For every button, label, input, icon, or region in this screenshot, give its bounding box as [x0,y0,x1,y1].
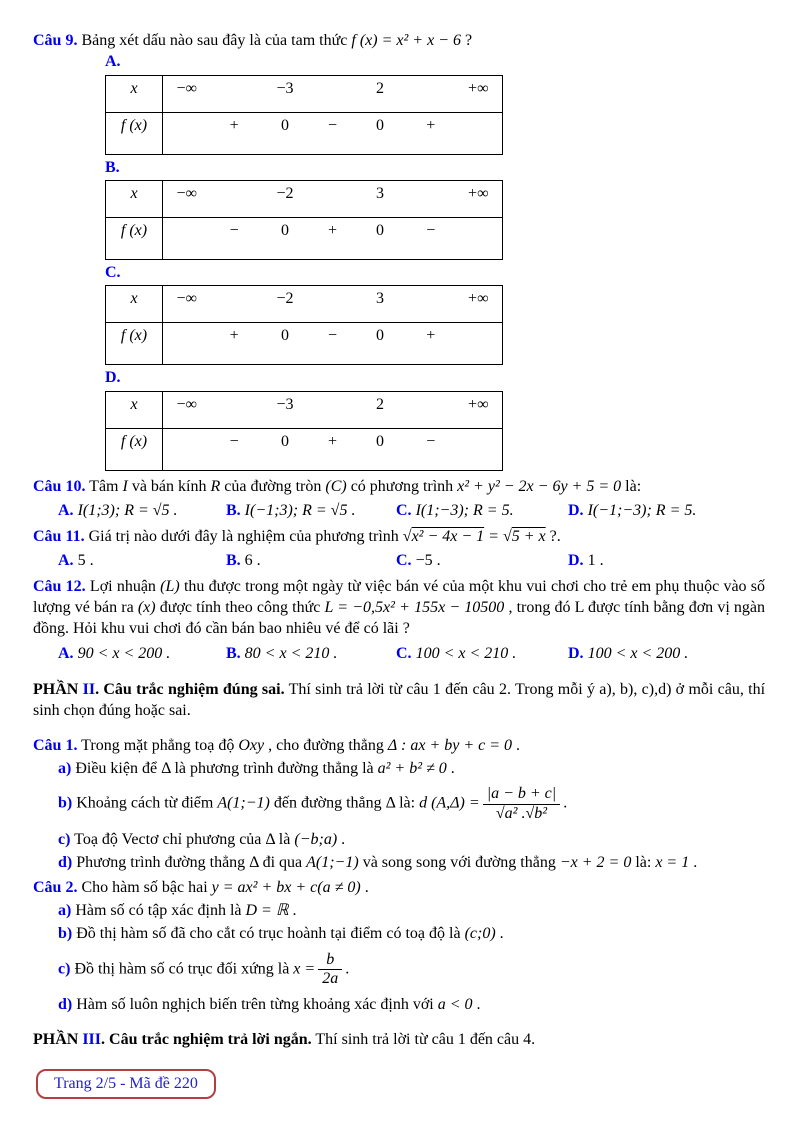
sign: + [229,327,239,345]
p2-q1-item-a [58,758,765,779]
option-letter: C. [396,501,412,519]
root-1: −3 [276,395,294,413]
sign-table-x-row [106,76,502,112]
question-9-title [33,30,765,51]
sign: − [229,221,239,239]
denominator: √a² .√b² [495,804,548,822]
fx-signs-cell [163,323,502,364]
text: Tâm [89,477,119,495]
question-label: Câu 2. [33,879,78,897]
option-letter: A. [58,644,74,662]
denominator: 2a [322,969,339,987]
math: (c;0) [464,925,496,943]
q9-sign-table-b [105,180,503,260]
pos-infinity: +∞ [468,290,489,308]
item-label: b) [58,794,73,812]
sign: + [229,116,239,134]
equals: = [488,527,499,545]
neg-infinity: −∞ [176,184,197,202]
x-values-cell [163,286,502,322]
numerator: b [318,951,342,970]
axis-fraction [318,951,342,989]
option-b [226,549,396,572]
question-9-tail: ? [464,32,473,49]
option-letter: C. [396,644,412,662]
text: Hàm số có tập xác định là [75,902,242,920]
text: Điều kiện để Δ là phương trình đường thẳng là [75,760,374,778]
p2-question-1-title [33,735,765,756]
option-text: 100 < x < 210 . [415,644,517,662]
text: Đồ thị hàm số đã cho cắt có trục hoành tại điểm có toạ độ là [76,925,461,943]
sign: 0 [375,327,384,345]
q9-option-d-label: D. [105,369,121,387]
sign: 0 [281,432,290,450]
text: . [364,879,369,897]
page-footer-box [36,1069,216,1099]
pos-infinity: +∞ [468,184,489,202]
neg-infinity: −∞ [176,395,197,413]
sign: 0 [281,116,290,134]
text: và song song với đường thẳng [362,854,556,872]
item-label: c) [58,831,71,848]
fx-signs-cell [163,218,502,259]
text: thu được trong một ngày từ việc bán vé của một khu vui chơi cho trẻ em phụ thuộc vào số lượng vé bán ra [33,578,766,617]
p2-q1-item-b [58,785,765,823]
numerator: |a − b + c| [483,785,561,804]
fx-label: f (x) [120,327,148,345]
radicand: 5 + x [511,527,546,545]
text: . [516,737,521,754]
radicand: x² − 4x − 1 [411,527,485,545]
math: Oxy [238,737,265,754]
option-text: 80 < x < 210 . [244,644,338,662]
option-d [568,499,765,522]
part-label: PHẦN [33,680,79,698]
math: (C) [325,477,347,495]
sign: 0 [281,221,290,239]
fx-signs-cell [163,429,502,470]
fx-signs-cell [163,113,502,154]
math: a < 0 [437,996,473,1014]
math: x = 1 [655,854,690,872]
text: Phương trình đường thẳng Δ đi qua [76,854,303,872]
radical-expression [503,528,546,545]
option-text: 6 . [244,552,261,570]
option-letter: A. [58,501,74,519]
part-number: III [82,1031,102,1049]
part-3-heading [33,1029,765,1050]
question-10-title [33,476,765,497]
option-letter: B. [226,552,241,570]
question-9-label: Câu 9. [33,32,78,49]
math: A(1;−1) [306,854,359,872]
text: . [499,925,504,943]
sign: − [426,221,436,239]
option-c [396,499,568,522]
text: Hàm số luôn nghịch biến trên từng khoảng xác định với [76,996,434,1014]
fx-label: f (x) [120,432,148,450]
sqrt-sign: √ [402,527,412,545]
math: −x + 2 = 0 [559,854,632,872]
text: . [563,794,568,812]
root-2: 2 [375,79,384,97]
item-label: d) [58,996,73,1014]
text: là: [625,477,642,495]
x-values-cell [163,392,502,428]
option-letter: D. [568,644,584,662]
question-10-options [58,499,765,522]
option-a [58,642,226,665]
question-12-label: Câu 12. [33,578,86,596]
text: Lợi nhuận [89,578,156,596]
sign: 0 [281,327,290,345]
option-d [568,549,765,572]
part-title: . Câu trắc nghiệm trả lời ngắn. [101,1031,312,1049]
math: (−b;a) [294,831,338,848]
x-var: x [130,290,138,308]
p2-q2-item-b [58,923,765,944]
text: của đường tròn [224,477,322,495]
math: R [210,477,221,495]
x-var: x [130,395,138,413]
option-a [58,549,226,572]
option-letter: B. [226,644,241,662]
option-c [396,642,568,665]
sign-table-x-row [106,286,502,322]
text: . [693,854,698,872]
option-text: I(−1;−3); R = 5. [587,501,697,519]
part-description: Thí sinh trả lời từ câu 1 đến câu 4. [315,1031,536,1049]
question-12-body [33,576,765,639]
sign-table-x-row [106,181,502,217]
sign: − [229,432,239,450]
q9-option-a-label: A. [105,53,121,71]
part-title: . Câu trắc nghiệm đúng sai. [95,680,285,698]
text: . [292,902,297,920]
text: được tính theo công thức [159,599,321,617]
math: A(1;−1) [217,794,270,812]
math: a² + b² ≠ 0 [377,760,447,778]
math: (x) [137,599,156,617]
p2-q1-item-c [58,829,765,850]
p2-question-2-title [33,877,765,898]
x-header-cell [106,286,163,322]
part-number: II [82,680,96,698]
math: D = ℝ [245,902,289,920]
question-9-formula: f (x) = x² + x − 6 [351,32,461,49]
text: . [476,996,481,1014]
text: Toạ độ Vectơ chỉ phương của Δ là [74,831,291,848]
option-text: 1 . [587,552,604,570]
option-d [568,642,765,665]
sign: − [327,116,338,134]
option-letter: B. [226,501,241,519]
text: ?. [549,527,561,545]
x-header-cell [106,392,163,428]
question-10-label: Câu 10. [33,477,86,495]
sign: − [426,432,436,450]
fx-label: f (x) [120,221,148,239]
sign: + [426,327,436,345]
option-text: I(−1;3); R = √5 . [244,501,356,519]
text: Khoảng cách từ điểm [76,794,214,812]
pos-infinity: +∞ [468,395,489,413]
neg-infinity: −∞ [176,79,197,97]
text: là: [635,854,652,872]
x-var: x [130,184,138,202]
text: . [450,760,455,778]
text: Giá trị nào dưới đây là nghiệm của phương trình [88,527,399,545]
text: đến đường thẳng Δ là: [273,794,416,812]
option-letter: D. [568,501,584,519]
item-label: b) [58,925,73,943]
x-var: x [130,79,138,97]
radical-expression [403,528,484,545]
neg-infinity: −∞ [176,290,197,308]
part-description: Thí sinh trả lời từ câu 1 đến câu 2. Trong mỗi ý a), b), c),d) ở mỗi câu, thí sinh chọn đúng hoặc sai. [33,680,766,719]
fx-header-cell [106,323,163,364]
q9-sign-table-c [105,285,503,365]
x-header-cell [106,76,163,112]
sign-table-fx-row [106,112,502,154]
root-2: 3 [375,184,384,202]
x-values-cell [163,181,502,217]
math: I [122,477,128,495]
p2-q2-item-d [58,994,765,1015]
line-equation: Δ : ax + by + c = 0 [387,737,513,754]
distance-fraction [483,785,561,823]
question-12-options [58,642,765,665]
option-b [226,499,396,522]
text: có phương trình [350,477,454,495]
sign: + [426,116,436,134]
sqrt-sign: √ [502,527,512,545]
x-values-cell [163,76,502,112]
option-a [58,499,226,522]
root-2: 3 [375,290,384,308]
question-11-label: Câu 11. [33,527,85,545]
fx-header-cell [106,218,163,259]
math: d (A,Δ) = [419,794,480,812]
quadratic-formula: y = ax² + bx + c(a ≠ 0) [211,879,361,897]
sign: 0 [375,221,384,239]
fx-header-cell [106,429,163,470]
sign-table-fx-row [106,428,502,470]
sign-table-x-row [106,392,502,428]
question-label: Câu 1. [33,737,78,754]
fx-header-cell [106,113,163,154]
text: Cho hàm số bậc hai [81,879,208,897]
option-letter: D. [568,552,584,570]
p2-q2-item-a [58,900,765,921]
option-text: 100 < x < 200 . [587,644,689,662]
root-1: −3 [276,79,294,97]
option-text: I(1;3); R = √5 . [77,501,178,519]
root-2: 2 [375,395,384,413]
option-letter: A. [58,552,74,570]
pos-infinity: +∞ [468,79,489,97]
part-2-heading [33,679,765,721]
q9-option-c-label: C. [105,263,121,281]
text: , trong đó L được tính bằng đơn vị ngàn đồng. Hỏi khu vui chơi đó cần bán bao nhiêu vé để có lãi ? [33,599,766,638]
sign-table-fx-row [106,217,502,259]
profit-formula: L = −0,5x² + 155x − 10500 [324,599,505,617]
text: Trong mặt phẳng toạ độ [81,737,235,754]
option-c [396,549,568,572]
text: , cho đường thẳng [268,737,384,754]
text: và bán kính [131,477,207,495]
q9-sign-table-a [105,75,503,155]
root-1: −2 [276,184,294,202]
question-11-title [33,526,765,547]
math: (L) [160,578,180,596]
option-text: 5 . [77,552,94,570]
root-1: −2 [276,290,294,308]
option-letter: C. [396,552,412,570]
x-header-cell [106,181,163,217]
question-11-options [58,549,765,572]
option-text: I(1;−3); R = 5. [415,501,514,519]
option-text: 90 < x < 200 . [77,644,171,662]
p2-q2-item-c [58,951,765,989]
circle-equation: x² + y² − 2x − 6y + 5 = 0 [457,477,622,495]
sign-table-fx-row [106,322,502,364]
text: . [345,960,350,978]
question-9-text: Bảng xét dấu nào sau đây là của tam thức [81,32,348,49]
fx-label: f (x) [120,116,148,134]
q9-option-b-label: B. [105,158,120,176]
sign: 0 [375,432,384,450]
part-label: PHẦN [33,1031,79,1049]
item-label: d) [58,854,73,872]
option-text: −5 . [415,552,441,570]
item-label: c) [58,960,71,978]
page-number-text: Trang 2/5 - Mã đề 220 [54,1074,198,1092]
item-label: a) [58,902,72,920]
sign: + [327,432,338,450]
text: Đồ thị hàm số có trục đối xứng là [74,960,290,978]
math: x = [293,960,316,978]
item-label: a) [58,760,72,778]
option-b [226,642,396,665]
q9-sign-table-d [105,391,503,471]
text: . [341,831,346,848]
sign: + [327,221,338,239]
sign: 0 [375,116,384,134]
p2-q1-item-d [58,852,765,873]
sign: − [327,327,338,345]
